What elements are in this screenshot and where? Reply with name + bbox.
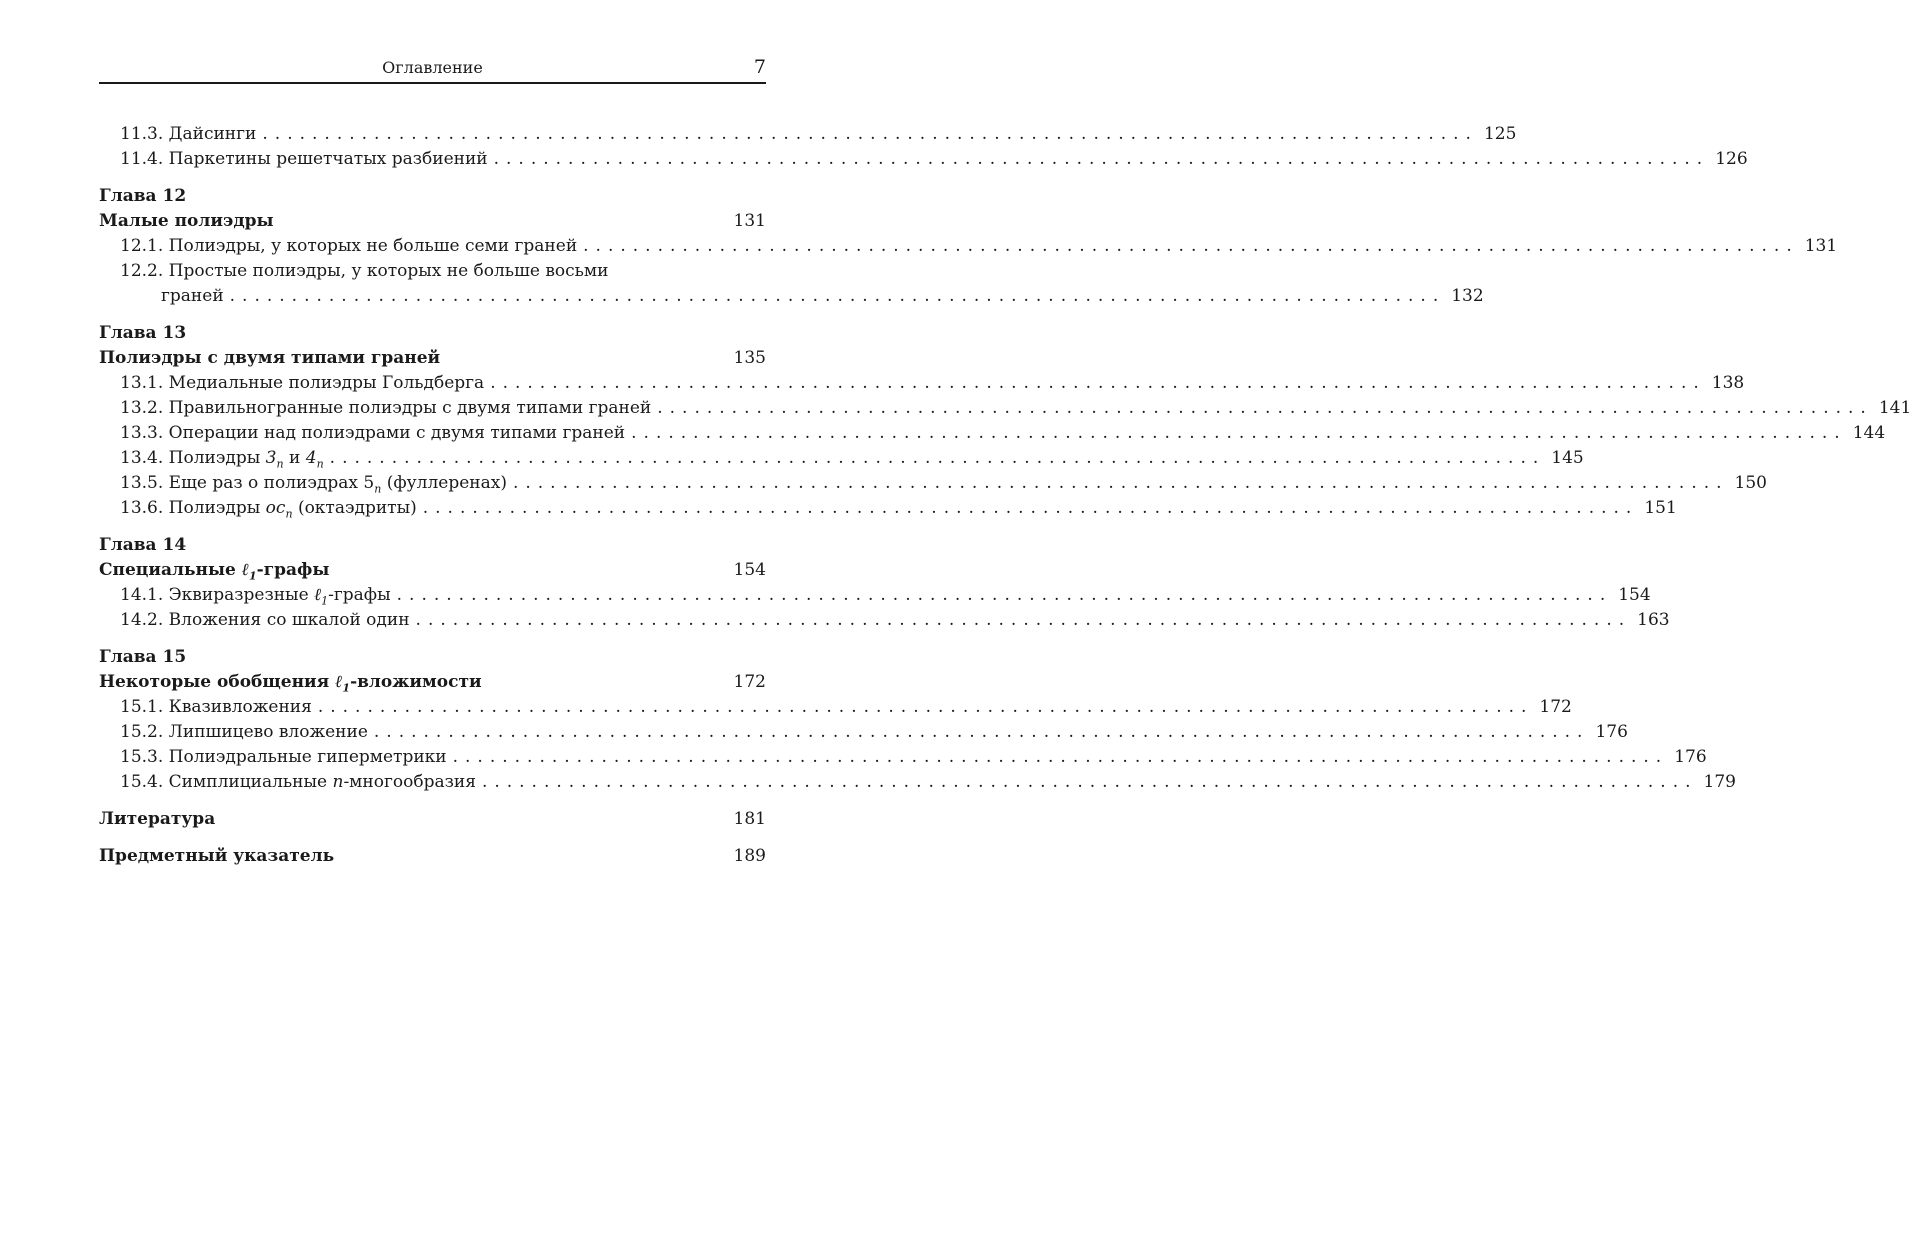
toc-page-number: 132 <box>1451 286 1484 306</box>
toc-entry-11-4[interactable] <box>99 147 1748 172</box>
leader-dots: .................................................................................................. <box>657 398 1873 418</box>
leader-dots: .................................................................................................. <box>481 772 1698 792</box>
toc-page-number: 138 <box>1711 373 1745 393</box>
toc-page-number: 154 <box>1618 585 1651 605</box>
toc-entry-13-5[interactable]: 13.5. Еще раз о полиэдрах $5_n$ (фуллеренах) .................................................................................................. 150 <box>120 473 1767 496</box>
toc-entry-12-1[interactable]: 12.1. Полиэдры, у которых не больше семи граней .................................................................................................. 131 <box>99 234 766 259</box>
toc-page-number: 189 <box>733 846 766 866</box>
toc-page-number: 176 <box>1674 747 1707 767</box>
toc-entry-text: 11.3. Дайсинги <box>120 124 257 144</box>
chapter-12-label: Глава 12 <box>99 186 187 206</box>
toc-bibliography[interactable]: Литература 181 <box>99 807 766 832</box>
leader-dots: .................................................................................................. <box>373 722 1590 742</box>
leader-dots: .................................................................................................. <box>490 373 1706 393</box>
chapter-15-label: Глава 15 <box>99 647 187 667</box>
leader-dots: .................................................................................................. <box>583 236 1799 256</box>
running-header <box>99 56 766 84</box>
toc-entry-15-2[interactable]: 15.2. Липшицево вложение .................................................................................................. 176 <box>99 720 766 745</box>
toc-entry-13-3[interactable]: 13.3. Операции над полиэдрами с двумя типами граней .................................................................................................. 144 <box>99 421 766 446</box>
header-page-number: 7 <box>753 56 766 78</box>
toc-page-number: 131 <box>1804 236 1838 256</box>
toc-page-number: 176 <box>1595 722 1628 742</box>
toc-entry-text: 11.4. Паркетины решетчатых разбиений <box>120 149 488 169</box>
table-of-contents <box>99 122 1911 869</box>
leader-dots: .................................................................................................. <box>317 697 1534 717</box>
toc-page-number: 145 <box>1551 448 1584 468</box>
chapter-13-label: Глава 13 <box>99 323 187 343</box>
chapter-15-title[interactable]: Некоторые обобщения ℓ$_1$-вложимости 172 <box>99 672 766 695</box>
toc-subject-index[interactable]: Предметный указатель 189 <box>99 844 766 869</box>
leader-dots: .................................................................................................. <box>631 423 1847 443</box>
leader-dots: .................................................................................................. <box>422 498 1639 518</box>
toc-entry-15-1[interactable]: 15.1. Квазивложения .................................................................................................. 172 <box>99 695 766 720</box>
leader-dots: .................................................................................................. <box>415 610 1632 630</box>
chapter-13-title[interactable]: Полиэдры с двумя типами граней 135 <box>99 346 766 371</box>
leader-dots: .................................................................................................. <box>229 286 1446 306</box>
toc-page-number: 141 <box>1878 398 1911 418</box>
toc-entry-15-3[interactable]: 15.3. Полиэдральные гиперметрики .................................................................................................. 176 <box>99 745 766 770</box>
toc-page-number: 154 <box>733 560 766 580</box>
toc-page-number: 163 <box>1637 610 1670 630</box>
toc-page-number: 126 <box>1715 149 1748 169</box>
toc-page-number: 135 <box>733 348 766 368</box>
toc-page-number: 151 <box>1644 498 1677 518</box>
chapter-12-title[interactable]: Малые полиэдры 131 <box>99 209 766 234</box>
toc-page-number: 131 <box>733 211 766 231</box>
toc-entry-11-3[interactable] <box>99 122 1517 147</box>
toc-entry-14-1[interactable]: 14.1. Эквиразрезные ℓ$_1$-графы .................................................................................................. 154 <box>120 585 1651 608</box>
toc-entry-12-2[interactable]: 12.2. Простые полиэдры, у которых не больше восьми <box>120 261 609 281</box>
toc-entry-13-6[interactable]: 13.6. Полиэдры $oc_n$ (октаэдриты) .................................................................................................. 151 <box>120 498 1677 521</box>
leader-dots: .................................................................................................. <box>262 124 1478 144</box>
toc-page-number: 172 <box>1539 697 1572 717</box>
toc-page-number: 181 <box>733 809 766 829</box>
toc-entry-12-2-cont[interactable]: граней .................................................................................................. 132 <box>99 284 766 309</box>
toc-entry-13-1[interactable]: 13.1. Медиальные полиэдры Гольдберга .................................................................................................. 138 <box>99 371 766 396</box>
toc-page-number: 172 <box>733 672 766 692</box>
toc-page-number: 150 <box>1734 473 1767 493</box>
toc-entry-13-4[interactable]: 13.4. Полиэдры $3_n$ и $4_n$ .................................................................................................. 145 <box>120 448 1584 471</box>
toc-page-number: 125 <box>1483 124 1517 144</box>
leader-dots: .................................................................................................. <box>452 747 1669 767</box>
chapter-14-label: Глава 14 <box>99 535 187 555</box>
toc-entry-15-4[interactable]: 15.4. Симплициальные n-многообразия .................................................................................................. 179 <box>99 770 766 795</box>
leader-dots: .................................................................................................. <box>512 473 1729 493</box>
leader-dots: .................................................................................................. <box>493 149 1710 169</box>
header-title: Оглавление <box>382 58 483 77</box>
leader-dots: .................................................................................................. <box>329 448 1546 468</box>
toc-entry-13-2[interactable]: 13.2. Правильногранные полиэдры с двумя типами граней .................................................................................................. 141 <box>99 396 766 421</box>
toc-page-number: 179 <box>1703 772 1736 792</box>
leader-dots: .................................................................................................. <box>396 585 1613 605</box>
toc-entry-14-2[interactable]: 14.2. Вложения со шкалой один .................................................................................................. 163 <box>99 608 766 633</box>
toc-page-number: 144 <box>1852 423 1886 443</box>
chapter-14-title[interactable]: Специальные ℓ$_1$-графы 154 <box>99 560 766 583</box>
